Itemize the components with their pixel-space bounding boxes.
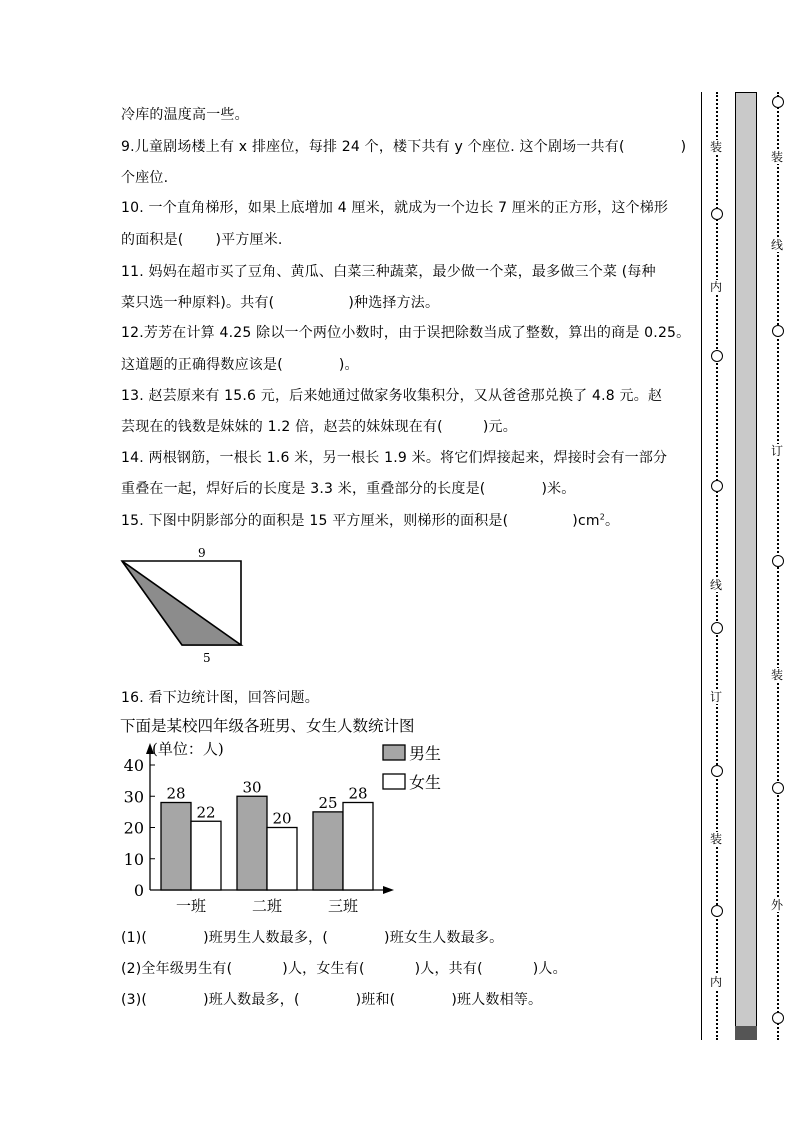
margin-char-wai: 外 (770, 898, 783, 912)
margin-circle (772, 782, 784, 794)
bar-chart (115, 712, 460, 917)
margin-char-xian: 线 (709, 578, 722, 592)
margin-char-zhuang: 装 (709, 140, 722, 154)
q8-tail: 冷库的温度高一些。 (121, 107, 249, 123)
y-tick-label: 0 (133, 881, 144, 900)
y-tick-label: 30 (123, 787, 144, 807)
margin-circle (772, 555, 784, 567)
y-tick-label: 40 (123, 756, 144, 775)
data-label: 25 (318, 793, 338, 812)
bar (191, 821, 221, 890)
inner-dotted-line (716, 92, 718, 1040)
trapezoid-figure (115, 545, 255, 670)
margin-rule (701, 92, 702, 1040)
q14-line2: 重叠在一起，焊好后的长度是 3.3 米，重叠部分的长度是( )米。 (121, 481, 576, 497)
legend-label: 女生 (409, 773, 442, 792)
q15-line: 15. 下图中阴影部分的面积是 15 平方厘米，则梯形的面积是( )$cm^2$。 (121, 512, 620, 529)
margin-char-nei: 内 (709, 975, 722, 989)
q13-line1: 13. 赵芸原来有 15.6 元，后来她通过做家务收集积分，又从爸爸那兑换了 4.8 元。赵 (121, 388, 663, 404)
y-tick-label: 20 (123, 818, 144, 838)
margin-char-xian: 线 (770, 238, 783, 252)
margin-char-ding: 订 (770, 444, 783, 458)
category-label: 一班 (175, 897, 207, 915)
bar (237, 796, 267, 890)
legend-swatch (383, 774, 405, 789)
q11-line1: 11. 妈妈在超市买了豆角、黄瓜、白菜三种蔬菜，最少做一个菜，最多做三个菜 (每种 (121, 264, 656, 280)
bar (267, 828, 297, 891)
margin-char-zhuang: 装 (709, 832, 722, 846)
q16-line: 16. 看下边统计图，回答问题。 (121, 690, 319, 706)
q11-line2: 菜只选一种原料)。共有( )种选择方法。 (121, 295, 440, 311)
margin-char-zhuang: 装 (770, 150, 783, 164)
category-label: 三班 (327, 897, 359, 915)
margin-circle (711, 208, 723, 220)
q16-2: (2)全年级男生有( )人，女生有( )人，共有( )人。 (121, 961, 567, 977)
data-label: 20 (272, 809, 292, 828)
margin-circle (711, 905, 723, 917)
y-axis-unit-label: (单位：人) (152, 740, 224, 758)
q14-line1: 14. 两根钢筋，一根长 1.6 米，另一根长 1.9 米。将它们焊接起来，焊接时会有一部分 (121, 450, 668, 466)
q16-1: (1)( )班男生人数最多，( )班女生人数最多。 (121, 930, 504, 946)
margin-circle (711, 765, 723, 777)
q9-line1: 9.儿童剧场楼上有 x 排座位，每排 24 个，楼下共有 y 个座位. 这个剧场一共有( ) (121, 139, 687, 155)
margin-circle (711, 480, 723, 492)
binding-band-end (735, 1026, 757, 1040)
q12-line2: 这道题的正确得数应该是( )。 (121, 357, 359, 373)
margin-char-ding: 订 (709, 690, 722, 704)
bar (343, 803, 373, 891)
q10-line1: 10. 一个直角梯形，如果上底增加 4 厘米，就成为一个边长 7 厘米的正方形，这个梯形 (121, 200, 669, 216)
chart-title: 下面是某校四年级各班男、女生人数统计图 (120, 717, 415, 735)
x-axis-arrow (383, 886, 394, 894)
data-label: 30 (242, 778, 262, 797)
margin-circle (772, 325, 784, 337)
bar (313, 812, 343, 890)
q16-3: (3)( )班人数最多，( )班和( )班人数相等。 (121, 992, 543, 1008)
margin-circle (772, 1012, 784, 1024)
data-label: 22 (196, 803, 216, 822)
category-label: 二班 (251, 897, 283, 915)
margin-char-nei: 内 (709, 280, 722, 294)
q10-line2: 的面积是( )平方厘米. (121, 232, 283, 248)
margin-circle (711, 622, 723, 634)
trapezoid-bottom-label: 5 (203, 651, 211, 665)
trapezoid-top-label: 9 (198, 546, 206, 560)
legend-swatch (383, 745, 405, 760)
q12-line1: 12.芳芳在计算 4.25 除以一个两位小数时，由于误把除数当成了整数，算出的商是 0.25。 (121, 325, 691, 341)
legend-label: 男生 (409, 744, 442, 763)
bar (161, 803, 191, 891)
margin-circle (711, 350, 723, 362)
data-label: 28 (166, 784, 186, 803)
margin-char-zhuang: 装 (770, 668, 783, 682)
q13-line2: 芸现在的钱数是妹妹的 1.2 倍，赵芸的妹妹现在有( )元。 (121, 419, 517, 435)
q9-line2: 个座位. (121, 170, 169, 186)
binding-band (735, 92, 757, 1040)
y-tick-label: 10 (123, 849, 144, 869)
margin-circle (772, 96, 784, 108)
data-label: 28 (348, 784, 368, 803)
